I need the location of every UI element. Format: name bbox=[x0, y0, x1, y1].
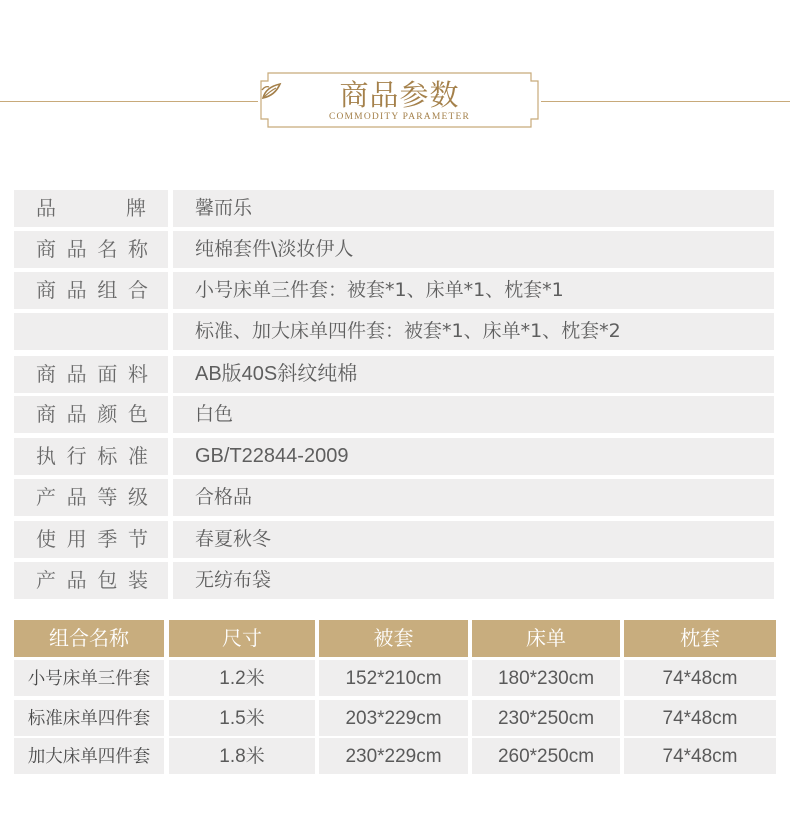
param-label-char: 品 bbox=[36, 196, 56, 220]
param-label-char: 商 bbox=[36, 402, 56, 426]
param-label-char: 称 bbox=[127, 237, 148, 261]
param-label-char: 料 bbox=[127, 362, 148, 386]
table-cell: 230*250cm bbox=[472, 700, 620, 736]
param-row bbox=[14, 272, 774, 309]
param-label-char: 牌 bbox=[126, 196, 146, 220]
param-label-char: 品 bbox=[66, 402, 87, 426]
param-row bbox=[14, 521, 774, 558]
param-row bbox=[14, 190, 774, 227]
param-label bbox=[14, 313, 168, 350]
table-header-cell: 枕套 bbox=[624, 620, 776, 657]
param-label-char: 用 bbox=[66, 527, 87, 551]
param-label-char: 品 bbox=[66, 278, 87, 302]
table-cell: 260*250cm bbox=[472, 738, 620, 774]
param-label-char: 准 bbox=[127, 444, 148, 468]
param-value: AB版40S斜纹纯棉 bbox=[173, 356, 774, 393]
table-cell: 74*48cm bbox=[624, 700, 776, 736]
table-cell: 标准床单四件套 bbox=[14, 700, 164, 736]
section-title bbox=[258, 78, 541, 112]
param-label-char: 组 bbox=[97, 278, 118, 302]
param-label-char: 商 bbox=[36, 278, 56, 302]
param-label bbox=[14, 272, 168, 309]
param-row bbox=[14, 356, 774, 393]
table-cell: 小号床单三件套 bbox=[14, 660, 164, 696]
param-row bbox=[14, 231, 774, 268]
section-title-right: 参数 bbox=[399, 78, 460, 112]
param-label-char: 等 bbox=[97, 485, 118, 509]
param-label-char: 合 bbox=[127, 278, 148, 302]
table-header-cell: 床单 bbox=[472, 620, 620, 657]
table-cell: 180*230cm bbox=[472, 660, 620, 696]
param-label-char: 级 bbox=[127, 485, 148, 509]
param-label-char: 产 bbox=[36, 485, 56, 509]
table-cell: 1.2米 bbox=[169, 660, 315, 696]
param-label-char: 色 bbox=[127, 402, 148, 426]
param-label-char: 品 bbox=[66, 568, 87, 592]
param-value: 白色 bbox=[173, 396, 774, 433]
param-value: 纯棉套件\淡妆伊人 bbox=[173, 231, 774, 268]
table-header-cell: 被套 bbox=[319, 620, 468, 657]
param-label-char: 品 bbox=[66, 485, 87, 509]
param-label-char: 品 bbox=[66, 237, 87, 261]
table-cell: 74*48cm bbox=[624, 660, 776, 696]
param-label bbox=[14, 190, 168, 227]
param-label-char: 执 bbox=[36, 444, 56, 468]
param-row bbox=[14, 438, 774, 475]
param-value: GB/T22844-2009 bbox=[173, 438, 774, 475]
param-label-char: 装 bbox=[127, 568, 148, 592]
param-label-char: 节 bbox=[127, 527, 148, 551]
param-label-char: 行 bbox=[66, 444, 87, 468]
section-subtitle: COMMODITY PARAMETER bbox=[328, 112, 471, 122]
param-row bbox=[14, 479, 774, 516]
param-value: 标准、加大床单四件套：被套*1、床单*1、枕套*2 bbox=[173, 313, 774, 350]
param-label bbox=[14, 521, 168, 558]
param-label bbox=[14, 356, 168, 393]
param-label bbox=[14, 231, 168, 268]
param-label bbox=[14, 562, 168, 599]
table-cell: 加大床单四件套 bbox=[14, 738, 164, 774]
param-label-char: 使 bbox=[36, 527, 56, 551]
table-header-cell: 组合名称 bbox=[14, 620, 164, 657]
header-rule-right bbox=[541, 101, 790, 102]
param-row bbox=[14, 396, 774, 433]
section-title-left: 商品 bbox=[339, 78, 400, 112]
param-label-char: 包 bbox=[97, 568, 118, 592]
param-value: 无纺布袋 bbox=[173, 562, 774, 599]
table-cell: 1.8米 bbox=[169, 738, 315, 774]
param-value: 春夏秋冬 bbox=[173, 521, 774, 558]
param-label-char: 面 bbox=[97, 362, 118, 386]
param-row bbox=[14, 562, 774, 599]
table-cell: 203*229cm bbox=[319, 700, 468, 736]
table-cell: 74*48cm bbox=[624, 738, 776, 774]
param-label-char: 商 bbox=[36, 237, 56, 261]
param-label-char: 季 bbox=[97, 527, 118, 551]
header-rule-left bbox=[0, 101, 258, 102]
param-label bbox=[14, 479, 168, 516]
param-value: 合格品 bbox=[173, 479, 774, 516]
param-label bbox=[14, 396, 168, 433]
param-label-char: 商 bbox=[36, 362, 56, 386]
param-label bbox=[14, 438, 168, 475]
table-cell: 1.5米 bbox=[169, 700, 315, 736]
section-header bbox=[258, 72, 541, 128]
param-label-char: 颜 bbox=[97, 402, 118, 426]
param-label-char: 标 bbox=[97, 444, 118, 468]
param-value: 小号床单三件套：被套*1、床单*1、枕套*1 bbox=[173, 272, 774, 309]
param-row bbox=[14, 313, 774, 350]
param-label-char: 产 bbox=[36, 568, 56, 592]
leaf-icon bbox=[259, 78, 283, 102]
param-label-char: 品 bbox=[66, 362, 87, 386]
param-label-char: 名 bbox=[97, 237, 118, 261]
table-cell: 230*229cm bbox=[319, 738, 468, 774]
table-cell: 152*210cm bbox=[319, 660, 468, 696]
param-value: 馨而乐 bbox=[173, 190, 774, 227]
table-header-cell: 尺寸 bbox=[169, 620, 315, 657]
